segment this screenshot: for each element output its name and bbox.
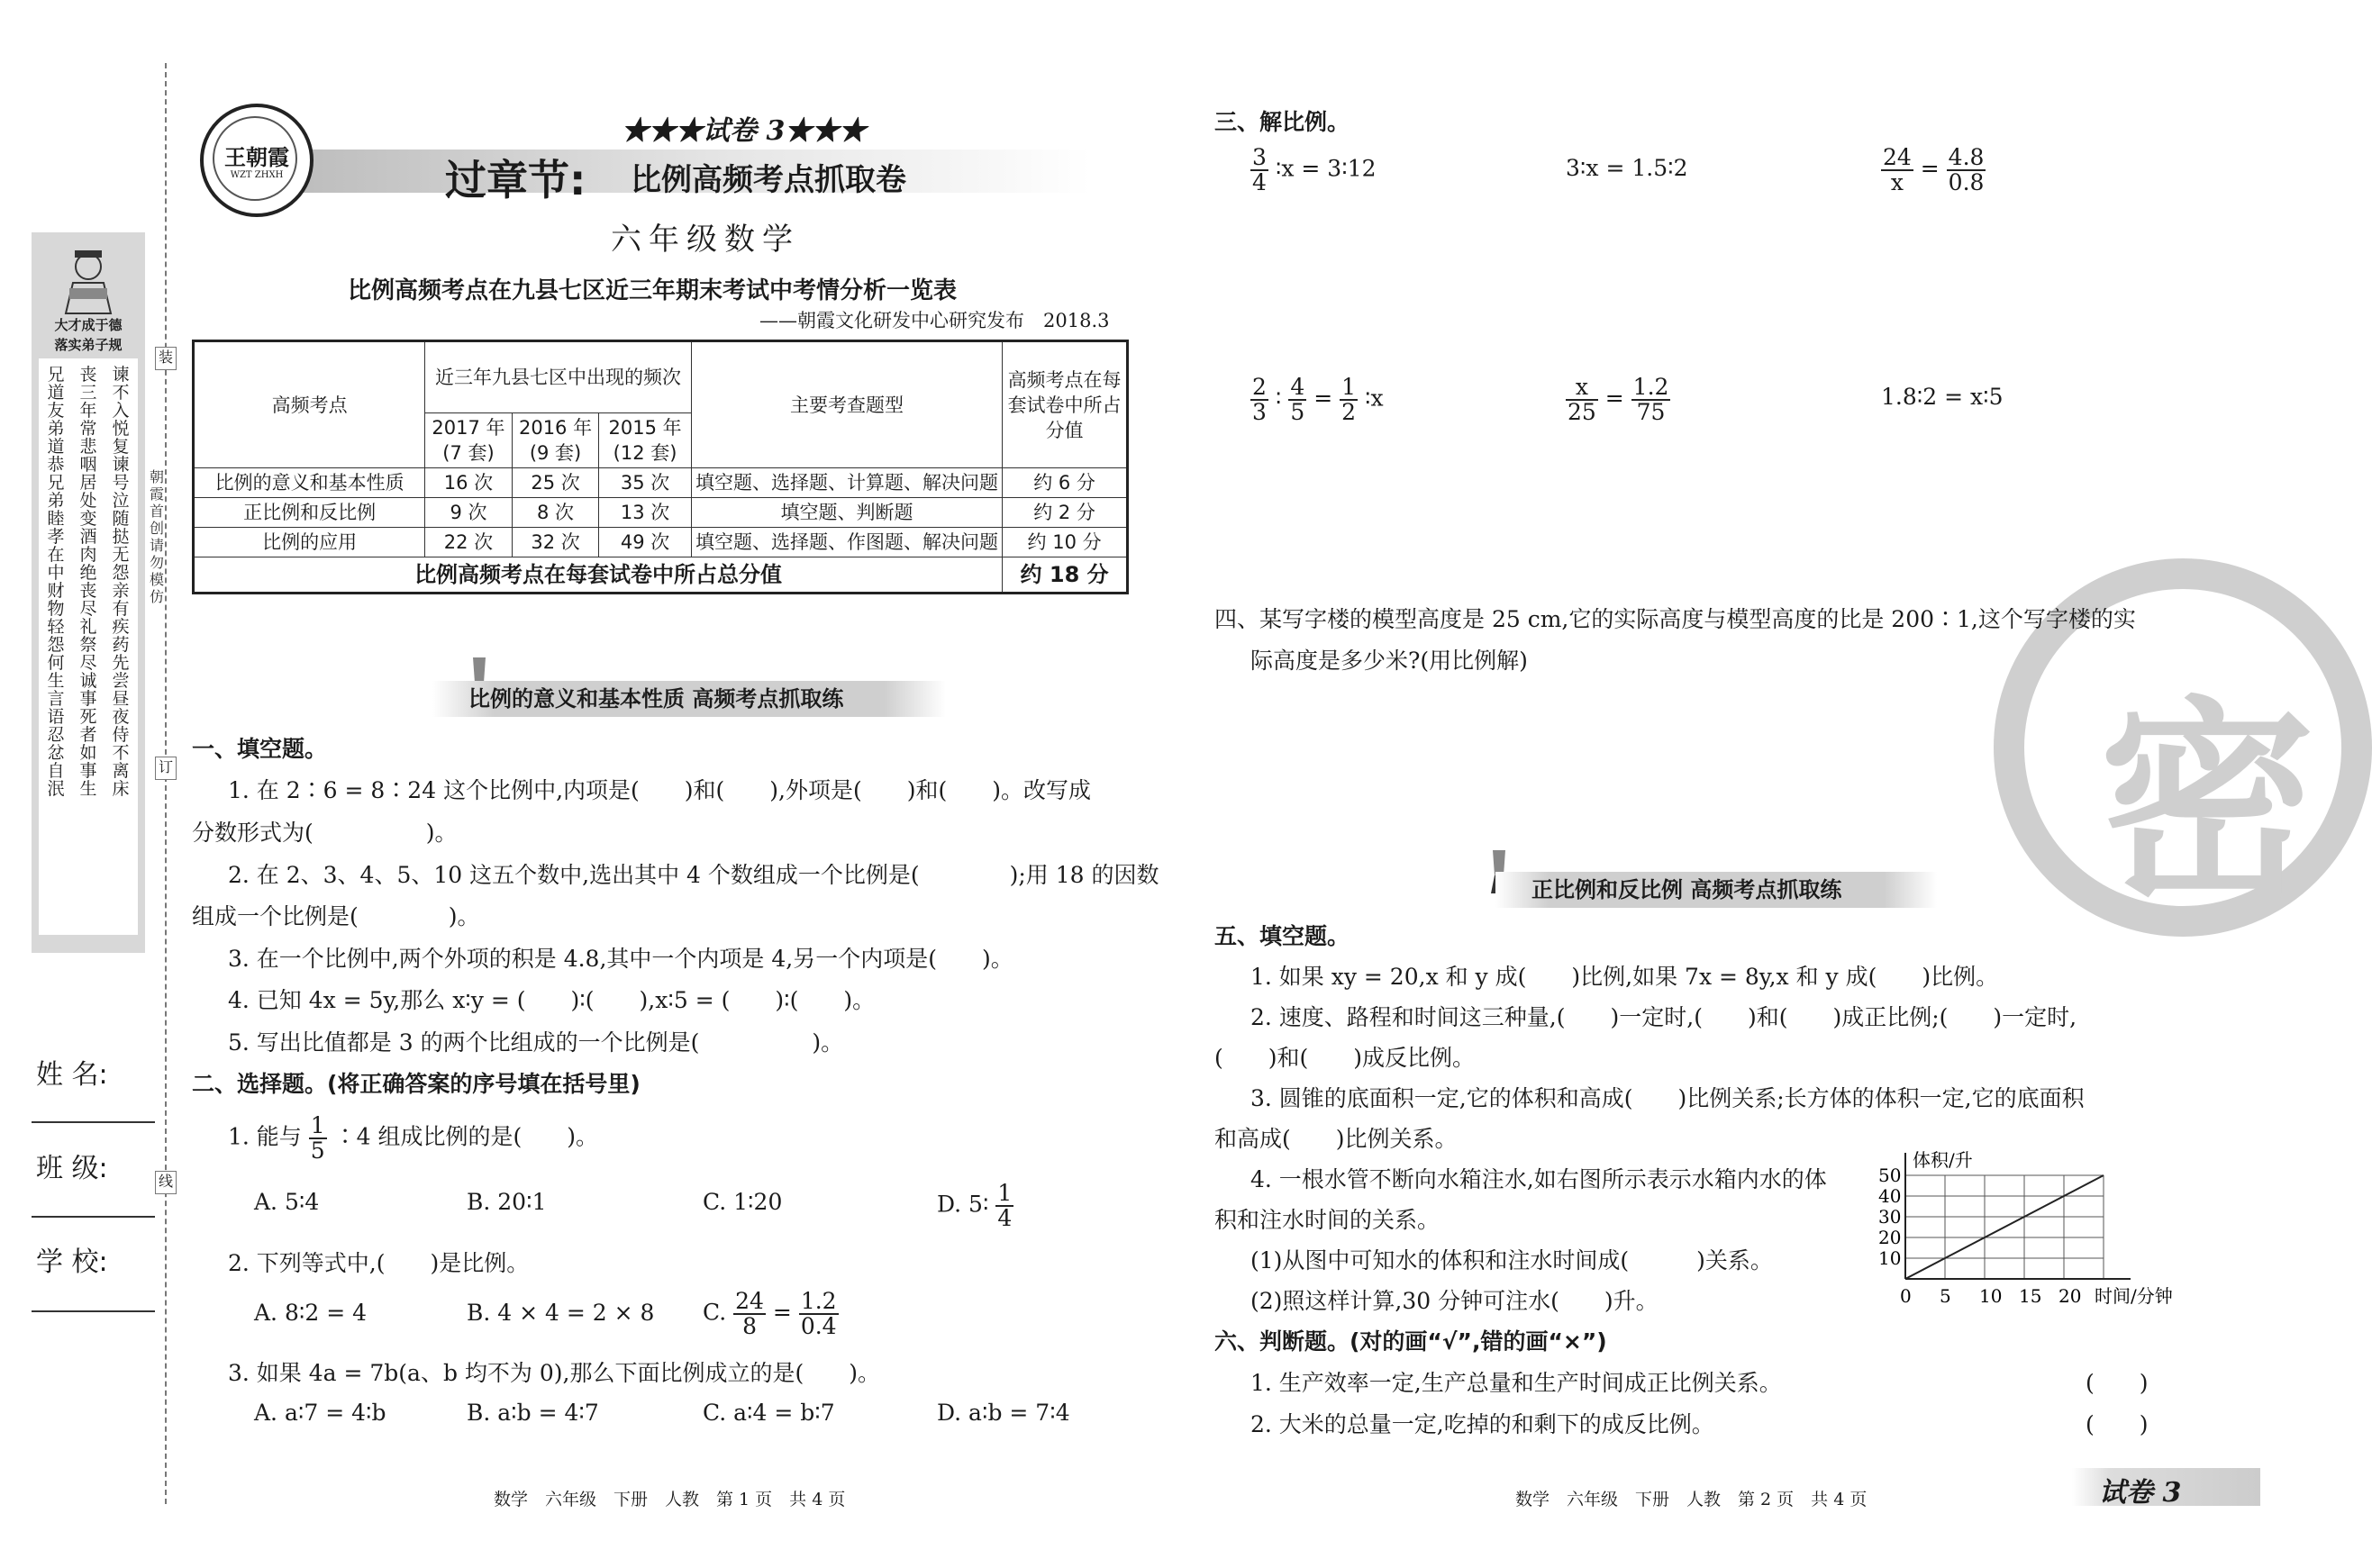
part3-title: 三、解比例。 bbox=[1214, 109, 1350, 135]
equation-6: 1.8∶2 = x∶5 bbox=[1881, 384, 2004, 410]
choice-q2-b: B. 4 × 4 = 2 × 8 bbox=[467, 1300, 655, 1326]
fill-q2-line1: 2. 在 2、3、4、5、10 这五个数中,选出其中 4 个数组成一个比例是( );用 18 的因数 bbox=[228, 862, 1159, 888]
fold-char-2: 订 bbox=[155, 757, 177, 780]
brand-logo bbox=[200, 104, 314, 217]
fill-q5: 5. 写出比值都是 3 的两个比组成的一个比例是( )。 bbox=[228, 1029, 844, 1056]
choice-q1-a: A. 5∶4 bbox=[254, 1189, 320, 1215]
y-tick-label: 10 bbox=[1878, 1247, 1902, 1269]
part5-q2-line2: ( )和( )成反比例。 bbox=[1214, 1045, 1476, 1071]
scholar-illustration bbox=[57, 243, 120, 313]
choice-q1 bbox=[228, 1114, 598, 1163]
choice-q2-a: A. 8∶2 = 4 bbox=[254, 1300, 368, 1326]
table-row bbox=[194, 528, 1128, 557]
choice-q2-c: C. $\frac{24}{8}$ = $\frac{1.2}{0.4}$ bbox=[703, 1288, 837, 1339]
volume-time-chart bbox=[1860, 1149, 2173, 1315]
cell-2017: 9 次 bbox=[425, 498, 513, 528]
fold-char-1: 装 bbox=[155, 347, 177, 370]
cell-score: 约 6 分 bbox=[1003, 468, 1128, 498]
x-tick-label: 10 bbox=[1979, 1285, 2003, 1307]
logo-text: 王朝霞 bbox=[224, 144, 289, 170]
y-tick-label: 30 bbox=[1878, 1206, 1902, 1228]
fraction: $\frac{1}{5}$ bbox=[310, 1112, 325, 1164]
choice-q1-b: B. 20∶1 bbox=[467, 1189, 547, 1215]
y-tick-label: 40 bbox=[1878, 1185, 1902, 1207]
table-source: ——朝霞文化研发中心研究发布 2018.3 bbox=[759, 310, 1110, 331]
choice-q1-c: C. 1∶20 bbox=[703, 1189, 783, 1215]
logo-sub: WZT ZHXH bbox=[230, 170, 284, 180]
fill-q1-line1: 1. 在 2∶6 = 8∶24 这个比例中,内项是( )和( ),外项是( )和( )。改写成 bbox=[228, 777, 1091, 803]
table-row bbox=[194, 498, 1128, 528]
sidebar-strip bbox=[32, 232, 145, 953]
paper-label: ★★★试卷 3★★★ bbox=[622, 115, 867, 147]
x-tick-label: 0 bbox=[1900, 1285, 1912, 1307]
part4-line1: 四、某写字楼的模型高度是 25 cm,它的实际高度与模型高度的比是 200∶1,这个写字楼的实 bbox=[1214, 606, 2136, 632]
header-topic: 高频考点 bbox=[194, 341, 425, 468]
fold-note: 朝霞首创请勿模仿 bbox=[150, 468, 165, 605]
cell-type: 填空题、判断题 bbox=[691, 498, 1002, 528]
y-tick-label: 20 bbox=[1878, 1227, 1902, 1248]
di-zi-gui-text bbox=[39, 358, 138, 935]
choice-q2: 2. 下列等式中,( )是比例。 bbox=[228, 1250, 530, 1276]
fold-line bbox=[165, 63, 167, 1504]
cell-2016: 8 次 bbox=[512, 498, 599, 528]
cell-2017: 16 次 bbox=[425, 468, 513, 498]
y-axis-label: 体积/升 bbox=[1913, 1149, 1973, 1171]
choice-q3-c: C. a∶4 = b∶7 bbox=[703, 1400, 835, 1426]
judge-q2: 2. 大米的总量一定,吃掉的和剩下的成反比例。 bbox=[1250, 1411, 1714, 1437]
part5-q4-line1: 4. 一根水管不断向水箱注水,如右图所示表示水箱内水的体 bbox=[1250, 1166, 1827, 1192]
motto-line-2: 落实弟子规 bbox=[54, 337, 123, 353]
equation-4: $\frac{2}{3}$ ∶ $\frac{4}{5}$ = $\frac{1}{2}$ ∶x bbox=[1252, 374, 1384, 425]
fill-q4: 4. 已知 4x = 5y,那么 x∶y = ( )∶( ),x∶5 = ( )∶( )。 bbox=[228, 987, 876, 1013]
judge-q1: 1. 生产效率一定,生产总量和生产时间成正比例关系。 bbox=[1250, 1370, 1782, 1396]
page-footer-left: 数学 六年级 下册 人教 第 1 页 共 4 页 bbox=[494, 1490, 846, 1509]
cell-topic: 比例的应用 bbox=[194, 528, 425, 557]
series-line bbox=[1905, 1175, 2104, 1279]
header-2016: 2016 年(9 套) bbox=[512, 413, 599, 468]
stat-table bbox=[192, 340, 1129, 594]
grade-title: 六年级数学 bbox=[611, 222, 800, 258]
choice-q1-suffix: ∶4 组成比例的是( )。 bbox=[333, 1123, 598, 1150]
cell-type: 填空题、选择题、计算题、解决问题 bbox=[691, 468, 1002, 498]
page-subtitle: 比例高频考点抓取卷 bbox=[631, 162, 906, 198]
part5-q2-line1: 2. 速度、路程和时间这三种量,( )一定时,( )和( )成正比例;( )一定时, bbox=[1250, 1004, 2077, 1030]
table-title: 比例高频考点在九县七区近三年期末考试中考情分析一览表 bbox=[348, 277, 958, 304]
cell-score: 约 2 分 bbox=[1003, 498, 1128, 528]
secret-stamp-char: 密 bbox=[2099, 676, 2316, 930]
judge-q2-answer[interactable]: ( ) bbox=[2086, 1411, 2149, 1437]
text-column-2: 丧三年常悲咽居处变酒肉绝丧尽礼祭尽诚事死者如事生 bbox=[79, 365, 97, 799]
page-title: 过章节: bbox=[445, 156, 586, 204]
x-tick-label: 5 bbox=[1940, 1285, 1951, 1307]
part5-q3-line2: 和高成( )比例关系。 bbox=[1214, 1126, 1458, 1152]
cell-2016: 25 次 bbox=[512, 468, 599, 498]
equation-3: $\frac{24}{x}$ = $\frac{4.8}{0.8}$ bbox=[1883, 144, 1985, 195]
part5-q4-sub1: (1)从图中可知水的体积和注水时间成( )关系。 bbox=[1250, 1247, 1773, 1273]
x-tick-label: 20 bbox=[2058, 1285, 2082, 1307]
fill-q1-line2: 分数形式为( )。 bbox=[192, 820, 458, 846]
header-question-type: 主要考查题型 bbox=[691, 341, 1002, 468]
x-axis-label: 时间/分钟 bbox=[2095, 1285, 2173, 1307]
cell-score: 约 10 分 bbox=[1003, 528, 1128, 557]
part5-q4-sub2: (2)照这样计算,30 分钟可注水( )升。 bbox=[1250, 1288, 1659, 1314]
choice-q1-prefix: 1. 能与 bbox=[228, 1123, 302, 1150]
part5-q4-line2: 积和注水时间的关系。 bbox=[1214, 1207, 1440, 1233]
part4-line2: 际高度是多少米?(用比例解) bbox=[1250, 648, 1528, 674]
header-frequency: 近三年九县七区中出现的频次 bbox=[425, 341, 692, 413]
judge-q1-answer[interactable]: ( ) bbox=[2086, 1370, 2149, 1396]
header-2017: 2017 年(7 套) bbox=[425, 413, 513, 468]
choice-q1-d: D. 5∶ $\frac{1}{4}$ bbox=[937, 1180, 1013, 1231]
total-value: 约 18 分 bbox=[1003, 557, 1128, 594]
y-tick-label: 50 bbox=[1878, 1165, 1902, 1186]
x-tick-label: 15 bbox=[2019, 1285, 2042, 1307]
fill-q3: 3. 在一个比例中,两个外项的积是 4.8,其中一个内项是 4,另一个内项是( )。 bbox=[228, 946, 1013, 972]
class-label: 班 级: bbox=[36, 1153, 108, 1184]
choice-q3: 3. 如果 4a = 7b(a、b 均不为 0),那么下面比例成立的是( )。 bbox=[228, 1360, 880, 1386]
motto-line-1: 大才成于德 bbox=[54, 317, 123, 333]
page-footer-right: 数学 六年级 下册 人教 第 2 页 共 4 页 bbox=[1515, 1490, 1868, 1509]
fold-char-3: 线 bbox=[155, 1171, 177, 1194]
part5-q1: 1. 如果 xy = 20,x 和 y 成( )比例,如果 7x = 8y,x 和 y 成( )比例。 bbox=[1250, 964, 1999, 990]
cell-2015: 35 次 bbox=[599, 468, 692, 498]
school-line[interactable] bbox=[32, 1310, 155, 1312]
cell-topic: 比例的意义和基本性质 bbox=[194, 468, 425, 498]
header-score: 高频考点在每套试卷中所占分值 bbox=[1003, 341, 1128, 468]
fill-q2-line2: 组成一个比例是( )。 bbox=[192, 903, 480, 929]
text-column-3: 兄道友弟道恭兄弟睦孝在中财物轻怨何生言语忍忿自泯 bbox=[47, 365, 65, 799]
total-label: 比例高频考点在每套试卷中所占总分值 bbox=[194, 557, 1003, 594]
cell-2017: 22 次 bbox=[425, 528, 513, 557]
equation-5: $\frac{x}{25}$ = $\frac{1.2}{75}$ bbox=[1568, 374, 1669, 425]
cell-2015: 13 次 bbox=[599, 498, 692, 528]
header-2015: 2015 年(12 套) bbox=[599, 413, 692, 468]
school-label: 学 校: bbox=[36, 1246, 108, 1278]
cell-2016: 32 次 bbox=[512, 528, 599, 557]
equation-1: $\frac{3}{4}$ ∶x = 3∶12 bbox=[1252, 144, 1377, 195]
text-column-1: 谏不入悦复谏号泣随挞无怨亲有疾药先尝昼夜侍不离床 bbox=[112, 365, 130, 799]
part5-title: 五、填空题。 bbox=[1214, 923, 1350, 949]
part2-title: 二、选择题。(将正确答案的序号填在括号里) bbox=[192, 1071, 641, 1097]
paper-tab-label: 试卷 3 bbox=[2099, 1477, 2182, 1509]
class-line[interactable] bbox=[32, 1216, 155, 1218]
cell-type: 填空题、选择题、作图题、解决问题 bbox=[691, 528, 1002, 557]
part6-title: 六、判断题。(对的画“√”,错的画“×”) bbox=[1214, 1328, 1607, 1355]
part5-q3-line1: 3. 圆锥的底面积一定,它的体积和高成( )比例关系;长方体的体积一定,它的底面积 bbox=[1250, 1085, 2085, 1111]
part1-title: 一、填空题。 bbox=[192, 736, 328, 762]
equation-2: 3∶x = 1.5∶2 bbox=[1566, 155, 1688, 181]
section-banner-1: 比例的意义和基本性质 高频考点抓取练 bbox=[432, 681, 946, 717]
cell-topic: 正比例和反比例 bbox=[194, 498, 425, 528]
table-row bbox=[194, 468, 1128, 498]
choice-q3-a: A. a∶7 = 4∶b bbox=[254, 1400, 386, 1426]
name-label: 姓 名: bbox=[36, 1059, 108, 1091]
choice-q3-b: B. a∶b = 4∶7 bbox=[467, 1400, 599, 1426]
choice-q3-d: D. a∶b = 7∶4 bbox=[937, 1400, 1070, 1426]
section-banner-2: 正比例和反比例 高频考点抓取练 bbox=[1495, 872, 1937, 908]
cell-2015: 49 次 bbox=[599, 528, 692, 557]
name-line[interactable] bbox=[32, 1121, 155, 1123]
